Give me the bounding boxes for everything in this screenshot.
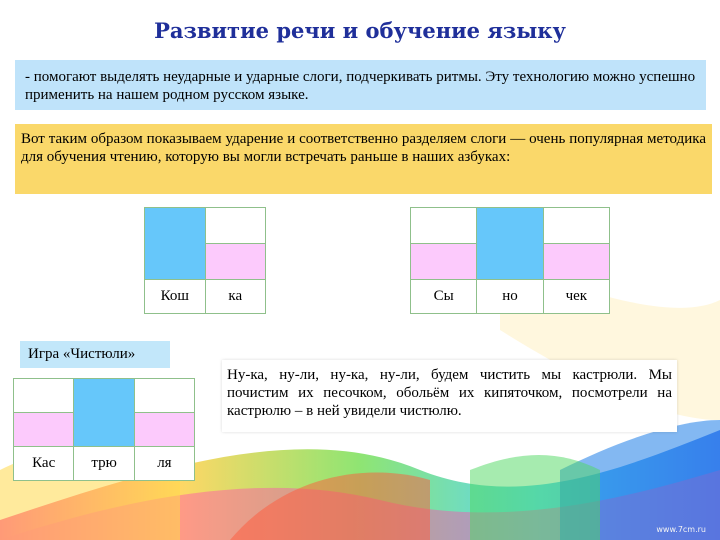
footer-watermark: www.7cm.ru <box>656 525 706 534</box>
unstressed-syllable-block <box>543 244 609 280</box>
unstressed-syllable-block <box>205 244 265 280</box>
game-rhyme: Ну-ка, ну-ли, ну-ка, ну-ли, будем чистить мы кастрюли. Мы почистим их песочком, обольём их кипяточком, посмотрели на кастрюлю – в ней увидели чистюлю. <box>222 360 677 432</box>
empty-block <box>205 208 265 244</box>
stressed-syllable-block <box>145 208 206 280</box>
empty-block <box>411 208 477 244</box>
unstressed-syllable-block <box>14 413 74 447</box>
page-title: Развитие речи и обучение языку <box>154 18 566 43</box>
syllable-table-synochek <box>410 207 610 314</box>
intro-box: - помогают выделять неударные и ударные слоги, подчеркивать ритмы. Эту технологию можно успешно применить на нашем родном русском языке. <box>15 60 706 110</box>
syllable-label: но <box>477 280 543 314</box>
syllable-label: чек <box>543 280 609 314</box>
empty-block <box>543 208 609 244</box>
explanation-box: Вот таким образом показываем ударение и соответственно разделяем слоги — очень популярная методика для обучения чтению, которую вы могли встречать раньше в наших азбуках: <box>15 124 712 194</box>
unstressed-syllable-block <box>134 413 194 447</box>
empty-block <box>134 379 194 413</box>
empty-block <box>14 379 74 413</box>
syllable-label: трю <box>74 447 134 481</box>
syllable-table-kastryulya <box>13 378 195 481</box>
stressed-syllable-block <box>74 379 134 447</box>
unstressed-syllable-block <box>411 244 477 280</box>
syllable-label: ка <box>205 280 265 314</box>
stressed-syllable-block <box>477 208 543 280</box>
syllable-label: Сы <box>411 280 477 314</box>
game-label: Игра «Чистюли» <box>20 341 170 368</box>
syllable-label: Кас <box>14 447 74 481</box>
syllable-table-koshka <box>144 207 266 314</box>
syllable-label: ля <box>134 447 194 481</box>
syllable-label: Кош <box>145 280 206 314</box>
